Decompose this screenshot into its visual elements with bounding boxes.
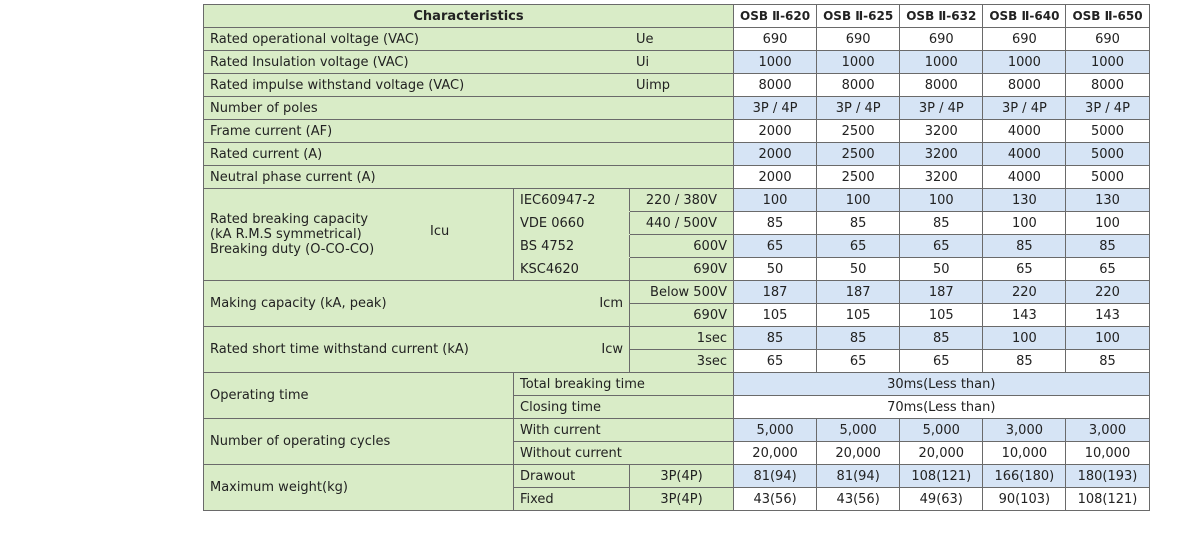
value-cell: 85	[817, 327, 900, 350]
model-header-650: OSB Ⅱ-650	[1066, 5, 1149, 28]
value-cell: 20,000	[734, 442, 817, 465]
breaking-capacity-label-line-2: (kA R.M.S symmetrical)	[210, 227, 362, 242]
value-cell: 65	[900, 235, 983, 258]
value-cell: 100	[983, 212, 1066, 235]
value-cell: 65	[817, 350, 900, 373]
frame-current-label: Frame current (AF)	[204, 120, 734, 143]
value-cell: 690	[817, 28, 900, 51]
standard-label: IEC60947-2	[514, 189, 630, 212]
short-time-withstand-label: Rated short time withstand current (kA)	[204, 327, 514, 373]
value-cell: 2500	[817, 120, 900, 143]
table-row	[204, 97, 1150, 120]
weight-type-name: Fixed	[514, 488, 630, 511]
value-cell: 85	[900, 212, 983, 235]
table-row	[204, 419, 1150, 442]
value-cell: 130	[1066, 189, 1149, 212]
model-header-625: OSB Ⅱ-625	[817, 5, 900, 28]
value-cell: 81(94)	[734, 465, 817, 488]
value-cell: 81(94)	[817, 465, 900, 488]
operating-time-name: Total breaking time	[514, 373, 734, 396]
value-cell: 2500	[817, 143, 900, 166]
rated-operational-voltage-label: Rated operational voltage (VAC)	[204, 28, 630, 51]
standard-label: KSC4620	[514, 258, 630, 281]
voltage-label: 690V	[630, 258, 734, 281]
value-cell: 105	[734, 304, 817, 327]
making-capacity-label: Making capacity (kA, peak)	[204, 281, 514, 327]
breaking-capacity-symbol: Icu	[424, 189, 514, 281]
value-cell: 3P / 4P	[983, 97, 1066, 120]
value-cell: 49(63)	[900, 488, 983, 511]
value-cell: 1000	[900, 51, 983, 74]
characteristics-header: Characteristics	[204, 5, 734, 28]
weight-type-name: Drawout	[514, 465, 630, 488]
value-cell: 1000	[983, 51, 1066, 74]
value-cell: 90(103)	[983, 488, 1066, 511]
value-cell: 43(56)	[734, 488, 817, 511]
maximum-weight-label: Maximum weight(kg)	[204, 465, 514, 511]
breaking-capacity-label	[204, 189, 424, 281]
table-row	[204, 120, 1150, 143]
value-cell: 187	[817, 281, 900, 304]
header-row	[204, 5, 1150, 28]
table-row	[204, 281, 1150, 304]
value-cell: 5,000	[900, 419, 983, 442]
value-cell: 1000	[817, 51, 900, 74]
operating-time-value: 70ms(Less than)	[734, 396, 1150, 419]
standard-label: VDE 0660	[514, 212, 630, 235]
value-cell: 5000	[1066, 143, 1149, 166]
rated-impulse-voltage-label: Rated impulse withstand voltage (VAC)	[204, 74, 630, 97]
value-cell: 3200	[900, 143, 983, 166]
value-cell: 180(193)	[1066, 465, 1149, 488]
value-cell: 1000	[734, 51, 817, 74]
neutral-phase-current-label: Neutral phase current (A)	[204, 166, 734, 189]
value-cell: 187	[900, 281, 983, 304]
value-cell: 50	[734, 258, 817, 281]
value-cell: 4000	[983, 143, 1066, 166]
value-cell: 8000	[817, 74, 900, 97]
table-row	[204, 74, 1150, 97]
value-cell: 5000	[1066, 120, 1149, 143]
value-cell: 20,000	[817, 442, 900, 465]
value-cell: 4000	[983, 166, 1066, 189]
value-cell: 5,000	[734, 419, 817, 442]
voltage-label: 220 / 380V	[630, 189, 734, 212]
duration-label: 3sec	[630, 350, 734, 373]
value-cell: 65	[983, 258, 1066, 281]
value-cell: 3200	[900, 120, 983, 143]
operating-cycles-label: Number of operating cycles	[204, 419, 514, 465]
rated-operational-voltage-symbol: Ue	[630, 28, 734, 51]
table-row	[204, 51, 1150, 74]
value-cell: 105	[817, 304, 900, 327]
value-cell: 690	[900, 28, 983, 51]
value-cell: 108(121)	[900, 465, 983, 488]
table-row	[204, 373, 1150, 396]
table-row	[204, 189, 1150, 212]
table-row	[204, 465, 1150, 488]
value-cell: 3P / 4P	[734, 97, 817, 120]
value-cell: 108(121)	[1066, 488, 1149, 511]
characteristics-table	[203, 4, 1150, 511]
value-cell: 85	[734, 327, 817, 350]
rated-insulation-voltage-symbol: Ui	[630, 51, 734, 74]
weight-poles: 3P(4P)	[630, 488, 734, 511]
value-cell: 3P / 4P	[900, 97, 983, 120]
value-cell: 130	[983, 189, 1066, 212]
operating-time-name: Closing time	[514, 396, 734, 419]
value-cell: 50	[900, 258, 983, 281]
value-cell: 690	[1066, 28, 1149, 51]
voltage-label: Below 500V	[630, 281, 734, 304]
value-cell: 20,000	[900, 442, 983, 465]
value-cell: 8000	[734, 74, 817, 97]
value-cell: 690	[983, 28, 1066, 51]
value-cell: 8000	[900, 74, 983, 97]
value-cell: 85	[734, 212, 817, 235]
operating-time-value: 30ms(Less than)	[734, 373, 1150, 396]
value-cell: 187	[734, 281, 817, 304]
value-cell: 85	[1066, 350, 1149, 373]
voltage-label: 690V	[630, 304, 734, 327]
value-cell: 100	[1066, 212, 1149, 235]
value-cell: 65	[734, 235, 817, 258]
value-cell: 85	[983, 350, 1066, 373]
value-cell: 4000	[983, 120, 1066, 143]
value-cell: 10,000	[1066, 442, 1149, 465]
value-cell: 3,000	[1066, 419, 1149, 442]
value-cell: 50	[817, 258, 900, 281]
rated-impulse-voltage-symbol: Uimp	[630, 74, 734, 97]
value-cell: 85	[983, 235, 1066, 258]
value-cell: 85	[1066, 235, 1149, 258]
value-cell: 65	[734, 350, 817, 373]
value-cell: 2000	[734, 166, 817, 189]
value-cell: 100	[1066, 327, 1149, 350]
making-capacity-symbol: Icm	[514, 281, 630, 327]
value-cell: 100	[734, 189, 817, 212]
value-cell: 65	[817, 235, 900, 258]
operating-cycles-name: Without current	[514, 442, 734, 465]
value-cell: 43(56)	[817, 488, 900, 511]
value-cell: 3200	[900, 166, 983, 189]
value-cell: 690	[734, 28, 817, 51]
value-cell: 5,000	[817, 419, 900, 442]
value-cell: 220	[983, 281, 1066, 304]
number-of-poles-label: Number of poles	[204, 97, 734, 120]
rated-insulation-voltage-label: Rated Insulation voltage (VAC)	[204, 51, 630, 74]
value-cell: 10,000	[983, 442, 1066, 465]
value-cell: 100	[983, 327, 1066, 350]
weight-poles: 3P(4P)	[630, 465, 734, 488]
operating-cycles-name: With current	[514, 419, 734, 442]
value-cell: 65	[900, 350, 983, 373]
short-time-withstand-symbol: Icw	[514, 327, 630, 373]
value-cell: 3,000	[983, 419, 1066, 442]
value-cell: 3P / 4P	[817, 97, 900, 120]
table-row	[204, 143, 1150, 166]
voltage-label: 440 / 500V	[630, 212, 734, 235]
value-cell: 3P / 4P	[1066, 97, 1149, 120]
value-cell: 85	[900, 327, 983, 350]
value-cell: 1000	[1066, 51, 1149, 74]
table-row	[204, 28, 1150, 51]
value-cell: 8000	[1066, 74, 1149, 97]
operating-time-label: Operating time	[204, 373, 514, 419]
value-cell: 166(180)	[983, 465, 1066, 488]
value-cell: 100	[817, 189, 900, 212]
value-cell: 143	[1066, 304, 1149, 327]
value-cell: 5000	[1066, 166, 1149, 189]
duration-label: 1sec	[630, 327, 734, 350]
breaking-capacity-label-line-3: Breaking duty (O-CO-CO)	[210, 242, 375, 257]
rated-current-label: Rated current (A)	[204, 143, 734, 166]
value-cell: 2500	[817, 166, 900, 189]
breaking-capacity-label-line-1: Rated breaking capacity	[210, 212, 369, 227]
table-row	[204, 327, 1150, 350]
model-header-632: OSB Ⅱ-632	[900, 5, 983, 28]
value-cell: 143	[983, 304, 1066, 327]
value-cell: 100	[900, 189, 983, 212]
value-cell: 65	[1066, 258, 1149, 281]
model-header-620: OSB Ⅱ-620	[734, 5, 817, 28]
value-cell: 105	[900, 304, 983, 327]
value-cell: 2000	[734, 120, 817, 143]
value-cell: 85	[817, 212, 900, 235]
value-cell: 2000	[734, 143, 817, 166]
table-row	[204, 166, 1150, 189]
voltage-label: 600V	[630, 235, 734, 258]
value-cell: 8000	[983, 74, 1066, 97]
standard-label: BS 4752	[514, 235, 630, 258]
value-cell: 220	[1066, 281, 1149, 304]
model-header-640: OSB Ⅱ-640	[983, 5, 1066, 28]
